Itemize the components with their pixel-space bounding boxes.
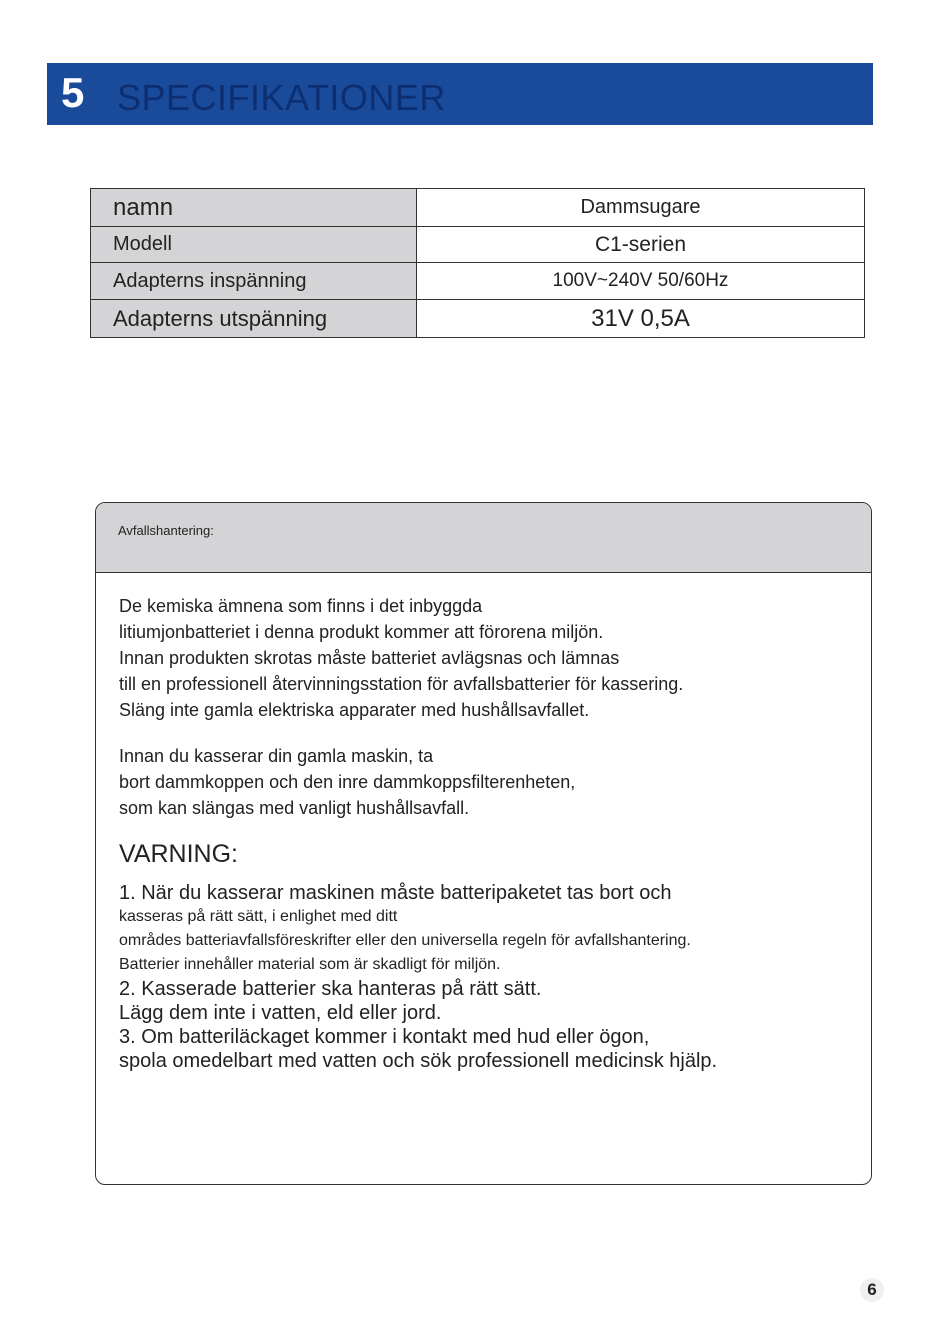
spec-label: namn — [91, 189, 417, 227]
warning-line: områdes batteriavfallsföreskrifter eller den universella regeln för avfallshantering. — [119, 932, 691, 949]
disposal-paragraph-2 — [119, 743, 851, 821]
text-line: litiumjonbatteriet i denna produkt kommer att förorena miljön. — [119, 622, 604, 642]
warning-line: 3. Om batteriläckaget kommer i kontakt med hud eller ögon, — [119, 1026, 650, 1048]
warning-line: kasseras på rätt sätt, i enlighet med ditt — [119, 908, 398, 925]
box-body — [119, 593, 851, 1073]
spec-label: Adapterns inspänning — [91, 263, 417, 300]
spec-value: Dammsugare — [417, 189, 865, 227]
warning-line: 1. När du kasserar maskinen måste batteripaketet tas bort och — [119, 882, 672, 904]
text-line: som kan slängas med vanligt hushållsavfall. — [119, 798, 470, 818]
table-row — [91, 189, 865, 227]
text-line: Innan produkten skrotas måste batteriet avlägsnas och lämnas — [119, 648, 620, 668]
warning-line: Batterier innehåller material som är skadligt för miljön. — [119, 956, 501, 973]
table-row — [91, 227, 865, 263]
warning-line: Lägg dem inte i vatten, eld eller jord. — [119, 1002, 442, 1024]
spec-value: C1-serien — [417, 227, 865, 263]
table-row — [91, 300, 865, 338]
spec-table — [90, 188, 865, 338]
text-line: bort dammkoppen och den inre dammkoppsfilterenheten, — [119, 772, 576, 792]
disposal-info-box — [95, 502, 872, 1185]
section-header — [47, 63, 873, 125]
section-title: SPECIFIKATIONER — [117, 77, 446, 118]
warning-line: spola omedelbart med vatten och sök professionell medicinsk hjälp. — [119, 1050, 718, 1072]
disposal-paragraph-1 — [119, 593, 851, 723]
table-row — [91, 263, 865, 300]
text-line: till en professionell återvinningsstation för avfallsbatterier för kassering. — [119, 674, 684, 694]
spec-value: 100V~240V 50/60Hz — [417, 263, 865, 300]
text-line: De kemiska ämnena som finns i det inbyggda — [119, 596, 483, 616]
spec-label: Modell — [91, 227, 417, 263]
warning-line: 2. Kasserade batterier ska hanteras på rätt sätt. — [119, 978, 542, 1000]
section-number: 5 — [61, 69, 85, 116]
spec-label: Adapterns utspänning — [91, 300, 417, 338]
box-heading: Avfallshantering: — [96, 503, 871, 573]
spec-value: 31V 0,5A — [417, 300, 865, 338]
page-number: 6 — [860, 1278, 884, 1302]
text-line: Släng inte gamla elektriska apparater med hushållsavfallet. — [119, 700, 590, 720]
text-line: Innan du kasserar din gamla maskin, ta — [119, 746, 434, 766]
warning-list — [119, 881, 851, 1073]
warning-title: VARNING: — [119, 840, 238, 868]
